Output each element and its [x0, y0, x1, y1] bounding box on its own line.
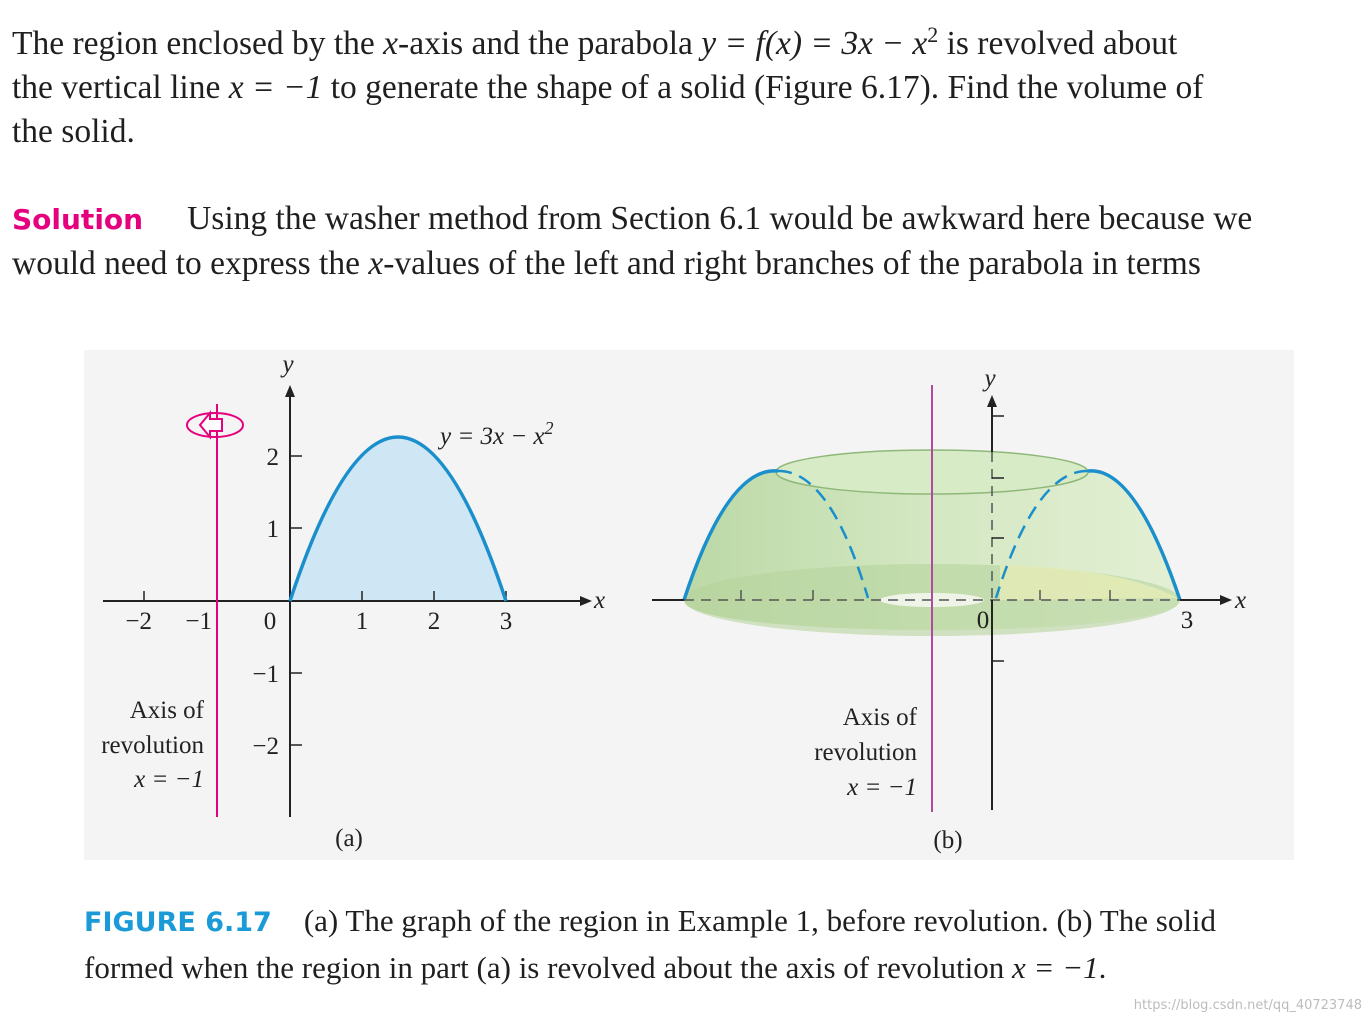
panel-label-a: (a) — [335, 825, 363, 852]
solution-line1: Using the washer method from Section 6.1 would be awkward here because we — [187, 200, 1253, 237]
axis-label-line2: revolution — [101, 732, 204, 759]
rotation-arrow-icon — [187, 413, 243, 437]
problem-formula-exponent: 2 — [927, 21, 939, 47]
problem-line1-b: -axis and the parabola — [398, 25, 702, 62]
watermark: https://blog.csdn.net/qq_40723748 — [1133, 998, 1362, 1013]
x-tick-3-label-b: 3 — [1180, 607, 1194, 634]
caption-formula: x = −1 — [1012, 950, 1099, 985]
solution-line2-x: x — [368, 245, 384, 282]
x-tick-label: 1 — [355, 608, 369, 635]
origin-label-b: 0 — [976, 607, 990, 634]
panel-b — [652, 365, 1246, 854]
problem-line1-c: is revolved about — [938, 25, 1178, 62]
x-axis-label-a: x — [594, 587, 606, 614]
x-axis-label-b: x — [1235, 587, 1247, 614]
y-arrow-icon — [285, 385, 295, 397]
y-tick-label: −1 — [252, 661, 279, 688]
caption-end: . — [1098, 950, 1107, 985]
axis-label-line1-b: Axis of — [842, 704, 917, 731]
axis-label-line2-b: revolution — [814, 739, 917, 766]
x-tick-label: 2 — [427, 608, 441, 635]
caption-line1: (a) The graph of the region in Example 1, before revolution. (b) The solid — [303, 903, 1217, 938]
problem-line2-a: the vertical line — [12, 69, 229, 106]
x-tick-label: 3 — [499, 608, 513, 635]
axis-label-line3: x = −1 — [134, 766, 204, 793]
panel-a — [101, 351, 605, 852]
panel-label-b: (b) — [933, 827, 963, 854]
axis-label-line3-b: x = −1 — [847, 774, 917, 801]
caption-line2: formed when the region in part (a) is revolved about the axis of revolution — [84, 950, 1013, 985]
problem-line1-a: The region enclosed by the — [12, 25, 384, 62]
problem-line1-x: x — [383, 25, 399, 62]
x-arrow-icon — [1220, 595, 1232, 605]
problem-formula: y = f(x) = 3x − x — [701, 25, 928, 62]
problem-line3: the solid. — [12, 113, 135, 150]
x-tick-label: −1 — [185, 608, 212, 635]
problem-line2-formula: x = −1 — [228, 69, 323, 106]
caption-label: FIGURE 6.17 — [84, 907, 272, 938]
problem-line2-b: to generate the shape of a solid (Figure 6.17). Find the volume of — [322, 69, 1204, 106]
y-arrow-icon — [987, 395, 997, 407]
x-arrow-icon — [580, 596, 592, 606]
y-tick-label: −2 — [252, 733, 279, 760]
solution-line2-a: would need to express the — [12, 245, 369, 282]
y-tick-label: 2 — [266, 444, 279, 471]
x-tick-label: −2 — [125, 608, 152, 635]
y-tick-label: 1 — [266, 516, 279, 543]
y-axis-label-a: y — [282, 351, 294, 378]
y-axis-label-b: y — [984, 365, 996, 392]
figure-caption — [84, 898, 1284, 990]
solution-line2-b: -values of the left and right branches of the parabola in terms — [383, 245, 1201, 282]
curve-label: $y = 3x - x^2$ — [440, 418, 554, 450]
x-tick-label: 0 — [263, 608, 277, 635]
axis-label-line1: Axis of — [129, 697, 204, 724]
solution-label: Solution — [12, 203, 144, 236]
